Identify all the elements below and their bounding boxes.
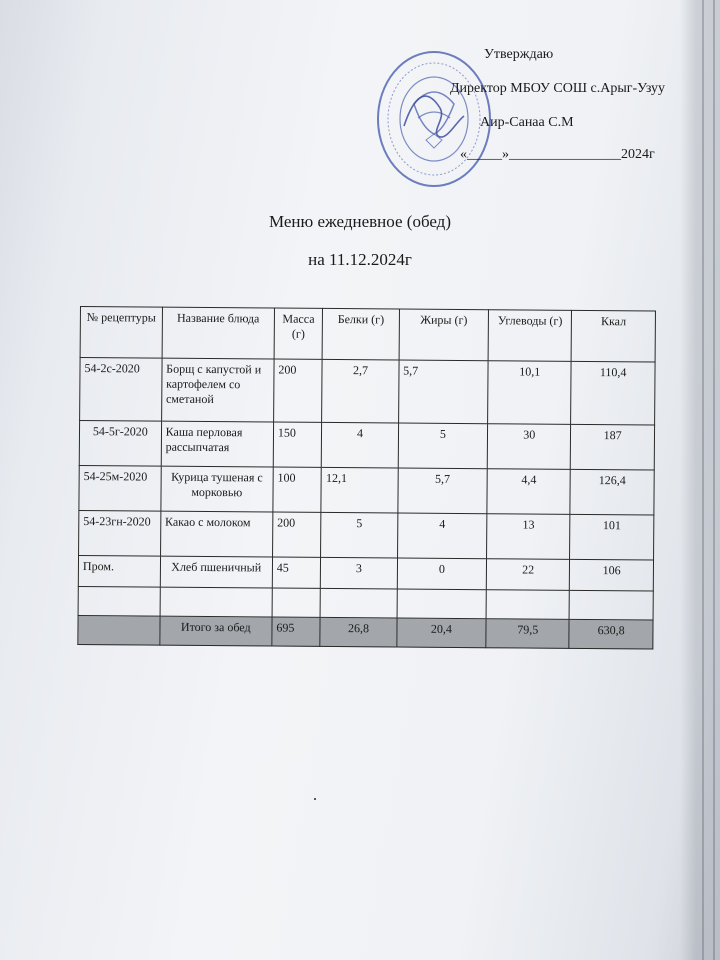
table-row <box>79 510 654 560</box>
kcal-cell <box>569 590 653 620</box>
proteins-cell: 2,7 <box>322 359 399 423</box>
header-proteins: Белки (г) <box>322 308 399 360</box>
carbs-cell: 30 <box>487 424 571 470</box>
header-carbs: Углеводы (г) <box>488 310 572 362</box>
kcal-cell: 110,4 <box>571 361 655 425</box>
header-recipe-number: № рецептуры <box>80 307 162 359</box>
total-proteins: 26,8 <box>320 617 397 647</box>
recipe-number-cell: Пром. <box>78 555 160 587</box>
header-fats: Жиры (г) <box>399 309 489 361</box>
mass-cell: 150 <box>273 422 322 467</box>
kcal-cell: 126,4 <box>570 469 654 515</box>
proteins-cell <box>320 588 397 618</box>
page-title: Меню ежедневное (обед) <box>268 212 451 231</box>
carbs-cell: 4,4 <box>487 469 571 515</box>
dish-name-cell: Борщ с капустой и картофелем со сметаной <box>161 358 274 422</box>
mass-cell: 100 <box>273 467 322 512</box>
recipe-number-cell: 54-2с-2020 <box>80 358 162 422</box>
total-label: Итого за обед <box>160 616 272 646</box>
fats-cell: 5,7 <box>398 360 488 424</box>
sheet-edge-line <box>702 0 704 960</box>
header-kcal: Ккал <box>571 310 655 362</box>
school-seal-stamp <box>374 48 494 190</box>
total-carbs: 79,5 <box>486 619 569 649</box>
kcal-cell: 187 <box>571 424 655 470</box>
carbs-cell: 10,1 <box>488 361 572 425</box>
recipe-number-cell: 54-5г-2020 <box>79 421 161 467</box>
carbs-cell <box>486 590 569 620</box>
paper-edge-shadow <box>680 0 720 960</box>
total-mass: 695 <box>272 617 321 646</box>
table-row <box>78 555 653 591</box>
total-recipe-cell <box>78 615 160 645</box>
kcal-cell: 106 <box>570 559 654 591</box>
approval-heading: Утверждаю <box>484 47 554 62</box>
stray-dot <box>314 798 316 800</box>
dish-name-cell: Хлеб пшеничный <box>160 556 272 588</box>
kcal-cell: 101 <box>570 514 654 560</box>
proteins-cell: 12,1 <box>321 467 398 513</box>
approval-date-line: «_____»________________2024г <box>460 147 655 162</box>
mass-cell <box>272 588 321 617</box>
approval-position: Директор МБОУ СОШ с.Арыг-Узуу <box>450 81 666 96</box>
dish-name-cell: Курица тушеная с морковью <box>161 466 274 512</box>
menu-table <box>77 306 656 650</box>
table-total-row <box>78 615 653 649</box>
table-row <box>79 465 654 515</box>
fats-cell <box>397 589 487 619</box>
recipe-number-cell <box>78 586 160 616</box>
carbs-cell: 22 <box>486 559 569 591</box>
dish-name-cell <box>160 587 272 617</box>
proteins-cell: 3 <box>321 557 398 589</box>
mass-cell: 45 <box>272 557 321 588</box>
mass-cell: 200 <box>272 512 321 557</box>
table-row <box>79 421 654 471</box>
table-header-row <box>80 307 655 363</box>
fats-cell: 5,7 <box>398 468 488 514</box>
proteins-cell: 5 <box>321 512 398 558</box>
header-mass: Масса (г) <box>274 308 323 359</box>
recipe-number-cell: 54-25м-2020 <box>79 465 161 511</box>
mass-cell: 200 <box>273 359 322 422</box>
total-fats: 20,4 <box>397 618 487 648</box>
sheet-edge-line <box>713 0 715 960</box>
fats-cell: 0 <box>397 558 487 590</box>
header-dish-name: Название блюда <box>162 307 275 359</box>
proteins-cell: 4 <box>322 422 399 468</box>
carbs-cell: 13 <box>487 514 571 560</box>
fats-cell: 5 <box>398 423 488 469</box>
menu-date: на 11.12.2024г <box>308 250 412 269</box>
approval-signatory: Аир-Санаа С.М <box>480 115 574 130</box>
fats-cell: 4 <box>397 513 487 559</box>
recipe-number-cell: 54-23гн-2020 <box>79 510 161 556</box>
dish-name-cell: Какао с молоком <box>160 511 273 557</box>
dish-name-cell: Каша перловая рассыпчатая <box>161 421 274 467</box>
table-row <box>80 358 655 426</box>
table-row-empty <box>78 586 653 620</box>
total-kcal: 630,8 <box>569 619 653 649</box>
